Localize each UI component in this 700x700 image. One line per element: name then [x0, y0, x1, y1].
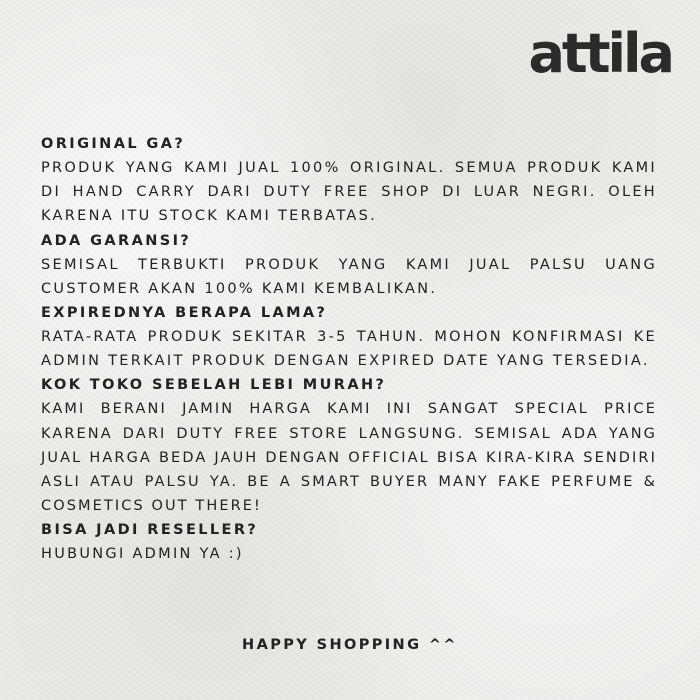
faq-question: ORIGINAL GA? [41, 136, 186, 152]
faq-answer: PRODUK YANG KAMI JUAL 100% ORIGINAL. SEMUA PRODUK KAMI DI HAND CARRY DARI DUTY FREE SHOP DI LUAR NEGRI. OLEH KARENA ITU STOCK KAMI TERBATAS. [41, 160, 657, 225]
faq-item-reseller [41, 518, 657, 566]
faq-answer: SEMISAL TERBUKTI PRODUK YANG KAMI JUAL PALSU UANG CUSTOMER AKAN 100% KAMI KEMBALIKAN. [41, 256, 657, 297]
faq-item-expired [41, 301, 657, 373]
faq-answer: HUBUNGI ADMIN YA :) [41, 546, 244, 563]
faq-question: EXPIREDNYA BERAPA LAMA? [41, 305, 328, 322]
faq-question: ADA GARANSI? [41, 232, 192, 249]
faq-question: KOK TOKO SEBELAH LEBI MURAH? [41, 377, 387, 394]
faq-list [41, 132, 657, 567]
faq-item-original [41, 132, 657, 229]
faq-answer: RATA-RATA PRODUK SEKITAR 3-5 TAHUN. MOHON KONFIRMASI KE ADMIN TERKAIT PRODUK DENGAN EXPIRED DATE YANG TERSEDIA. [41, 329, 657, 370]
faq-item-harga [41, 373, 657, 518]
faq-answer: KAMI BERANI JAMIN HARGA KAMI INI SANGAT SPECIAL PRICE KARENA DARI DUTY FREE STORE LANGSUNG. SEMISAL ADA YANG JUAL HARGA BEDA JAUH DENGAN OFFICIAL BISA KIRA-KIRA SENDIRI ASLI ATAU PALSU YA. BE A SMART BUYER MANY FAKE PERFUME & COSMETICS OUT THERE! [41, 401, 657, 515]
faq-item-garansi [41, 229, 657, 301]
footer-tagline: HAPPY SHOPPING ^^ [242, 637, 458, 653]
faq-question: BISA JADI RESELLER? [41, 522, 259, 539]
brand-logo: attila [528, 22, 672, 85]
